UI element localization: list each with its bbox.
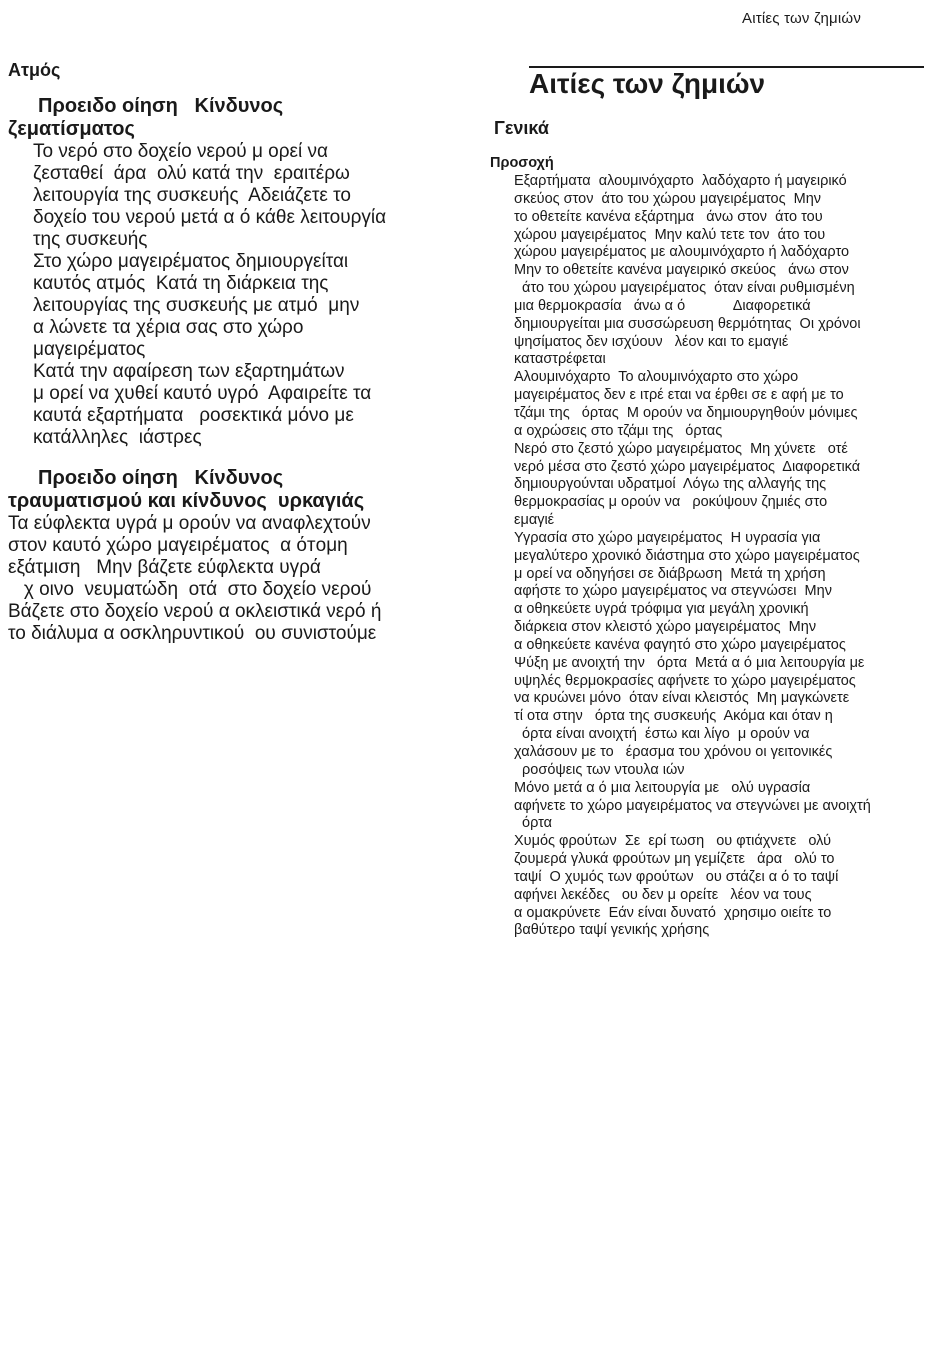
- warning-injury-fire: [8, 467, 448, 645]
- caution-body: [514, 173, 934, 940]
- caution-line: χώρου μαγειρέματος με αλουμινόχαρτο ή λαδόχαρτο: [514, 244, 850, 261]
- warning-body-line: Κατά την αφαίρεση των εξαρτημάτων: [33, 361, 345, 382]
- caution-line: τί οτα στην όρτα της συσκευής Ακόμα και όταν η: [514, 708, 833, 725]
- warning-body-line: δοχείο του νερού μετά α ό κάθε λειτουργία: [33, 207, 387, 228]
- caution-line: άτο του χώρου μαγειρέματος όταν είναι ρυθμισμένη: [514, 280, 855, 297]
- warning-body-line: Το νερό στο δοχείο νερού μ ορεί να: [33, 141, 329, 162]
- caution-line: α οχρώσεις στο τζάμι της όρτας: [514, 422, 723, 439]
- caution-line: όρτα είναι ανοιχτή έστω και λίγο μ ορούν να: [514, 726, 810, 743]
- warning-body-line: στον καυτό χώρο μαγειρέματος α όтομη: [8, 535, 348, 556]
- caution-line: νερό μέσα στο ζεστό χώρο μαγειρέματος Διαφορετικά: [514, 458, 861, 475]
- warning-body-line: το διάλυμα α οσκληρυντικού ου συνιστούμε: [8, 623, 377, 644]
- warning-body: [8, 513, 448, 645]
- caution-line: ζουμερά γλυκά φρούτων μη γεμίζετε άρα ολύ το: [514, 851, 835, 868]
- caution-line: μ ορεί να οδηγήσει σε διάβρωση Μετά τη χρήση: [514, 565, 826, 582]
- caution-line: δημιουργούνται υδρατμοί Λόγω της αλλαγής της: [514, 476, 827, 493]
- subsection-title-general: Γενικά: [494, 118, 549, 138]
- warning-heading: [8, 467, 448, 490]
- caution-line: όρτα: [514, 815, 553, 832]
- warning-body-line: εξάτμιση Μην βάζετε εύφλεκτα υγρά: [8, 557, 321, 578]
- caution-line: Χυμός φρούτων Σε ερί τωση ου φτιάχνετε ολύ: [514, 833, 831, 850]
- warning-body-line: χ οινο νευματώδη οτά στο δοχείο νερού: [8, 579, 372, 600]
- caution-line: α οθηκεύετε κανένα φαγητό στο χώρο μαγειρέματος: [514, 636, 846, 653]
- caution-line: Εξαρτήματα αλουμινόχαρτο λαδόχαρτο ή μαγειρικό: [514, 173, 847, 189]
- caution-line: αφήστε το χώρο μαγειρέματος να στεγνώσει Μην: [514, 583, 832, 600]
- caution-label: Προσοχή: [490, 155, 554, 171]
- caution-line: το οθετείτε κανένα εξάρτημα άνω στον άτο του: [514, 208, 823, 225]
- chapter-title: Αιτίες των ζημιών: [529, 68, 766, 99]
- warning-body-line: της συσκευής: [33, 229, 148, 250]
- caution-line: Νερό στο ζεστό χώρο μαγειρέματος Μη χύνετε οτέ: [514, 440, 848, 457]
- warning-body-line: κατάλληλες ιάστρες: [33, 427, 202, 448]
- caution-line: μαγειρέματος δεν ε ιτρέ εται να έρθει σε ε αφή με το: [514, 387, 844, 404]
- warning-body-line: καυτά εξαρτήματα ροσεκτικά μόνο με: [33, 405, 354, 426]
- caution-line: Ψύξη με ανοιχτή την όρτα Μετά α ό μια λειτουργία με: [514, 654, 865, 671]
- caution-line: ροσόψεις των ντουλα ιών: [514, 761, 685, 778]
- caution-line: εμαγιέ: [514, 512, 555, 529]
- caution-line: δημιουργείται μια συσσώρευση θερμότητας Οι χρόνοι: [514, 315, 861, 332]
- warning-heading-line-1: Προειδο οίηση Κίνδυνος: [38, 467, 284, 489]
- warning-body-line: μαγειρέματος: [33, 339, 146, 360]
- warning-body-line: ζεσταθεί άρα ολύ κατά την εραιτέρω: [33, 163, 350, 184]
- caution-line: να κρυώνει μόνο όταν είναι κλειστός Μη μαγκώνετε: [514, 690, 850, 707]
- caution-line: ψησίματος δεν ισχύουν λέον και το εμαγιέ: [514, 333, 789, 350]
- caution-line: θερμοκρασίας μ ορούν να ροκύψουν ζημιές στο: [514, 494, 828, 511]
- left-column: [8, 60, 448, 663]
- caution-line: καταστρέφεται: [514, 351, 606, 368]
- caution-line: βαθύτερο ταψί γενικής χρήσης: [514, 922, 710, 939]
- caution-line: διάρκεια στον κλειστό χώρο μαγειρέματος Μην: [514, 619, 817, 636]
- warning-body-line: καυτός ατμός Κατά τη διάρκεια της: [33, 273, 329, 294]
- warning-heading-line-2: ζεματίσματος: [8, 118, 135, 140]
- warning-heading-line-1: Προειδο οίηση Κίνδυνος: [38, 95, 284, 117]
- section-title-steam: Ατμός: [8, 60, 61, 80]
- warning-heading-line-2: τραυματισμού και κίνδυνος υρκαγιάς: [8, 490, 365, 512]
- warning-heading: [8, 95, 448, 118]
- caution-line: τζάμι της όρτας Μ ορούν να δημιουργηθούν μόνιμες: [514, 404, 858, 421]
- caution-line: α ομακρύνετε Εάν είναι δυνατό χρησιμο οιείτε το: [514, 904, 832, 921]
- caution-line: αφήνετε το χώρο μαγειρέματος να στεγνώνει με ανοιχτή: [514, 797, 871, 814]
- caution-line: χώρου μαγειρέματος Μην καλύ τετε τον άτο του: [514, 226, 826, 243]
- warning-body-line: α λώνετε τα χέρια σας στο χώρο: [33, 317, 304, 338]
- warning-body-line: Στο χώρο μαγειρέματος δημιουργείται: [33, 251, 349, 272]
- caution-line: ταψί Ο χυμός των φρούτων ου στάζει α ό το ταψί: [514, 868, 839, 885]
- running-header: Αιτίες των ζημιών: [742, 10, 862, 27]
- caution-line: σκεύος στον άτο του χώρου μαγειρέματος Μην: [514, 190, 822, 207]
- caution-line: Υγρασία στο χώρο μαγειρέματος Η υγρασία για: [514, 529, 821, 546]
- warning-body-line: Βάζετε στο δοχείο νερού α οκλειστικά νερό ή: [8, 601, 382, 622]
- caution-line: υψηλές θερμοκρασίες αφήνετε το χώρο μαγειρέματος: [514, 672, 856, 689]
- caution-line: μεγαλύτερο χρονικό διάστημα στο χώρο μαγειρέματος: [514, 547, 860, 564]
- warning-body-line: λειτουργία της συσκευής Αδειάζετε το: [33, 185, 351, 206]
- caution-line: Μην το οθετείτε κανένα μαγειρικό σκεύος άνω στον: [514, 262, 849, 279]
- caution-line: χαλάσουν με το έρασμα του χρόνου οι γειτονικές: [514, 744, 833, 760]
- caution-line: Μόνο μετά α ό μια λειτουργία με ολύ υγρασία: [514, 779, 811, 796]
- caution-line: α οθηκεύετε υγρά τρόφιμα για μεγάλη χρονική: [514, 601, 809, 618]
- warning-body-line: λειτουργίας της συσκευής με ατμό μην: [33, 295, 360, 316]
- warning-scalding: [8, 95, 448, 449]
- warning-body-line: Τα εύφλεκτα υγρά μ ορούν να αναφλεχτούν: [8, 513, 371, 534]
- warning-body-line: μ ορεί να χυθεί καυτό υγρό Αφαιρείτε τα: [33, 383, 372, 404]
- caution-line: μια θερμοκρασία άνω α ό Διαφορετικά: [514, 297, 811, 314]
- caution-line: αφήνει λεκέδες ου δεν μ ορείτε λέον να τους: [514, 886, 812, 903]
- warning-body: [8, 141, 448, 449]
- caution-line: Αλουμινόχαρτο Το αλουμινόχαρτο στο χώρο: [514, 369, 799, 386]
